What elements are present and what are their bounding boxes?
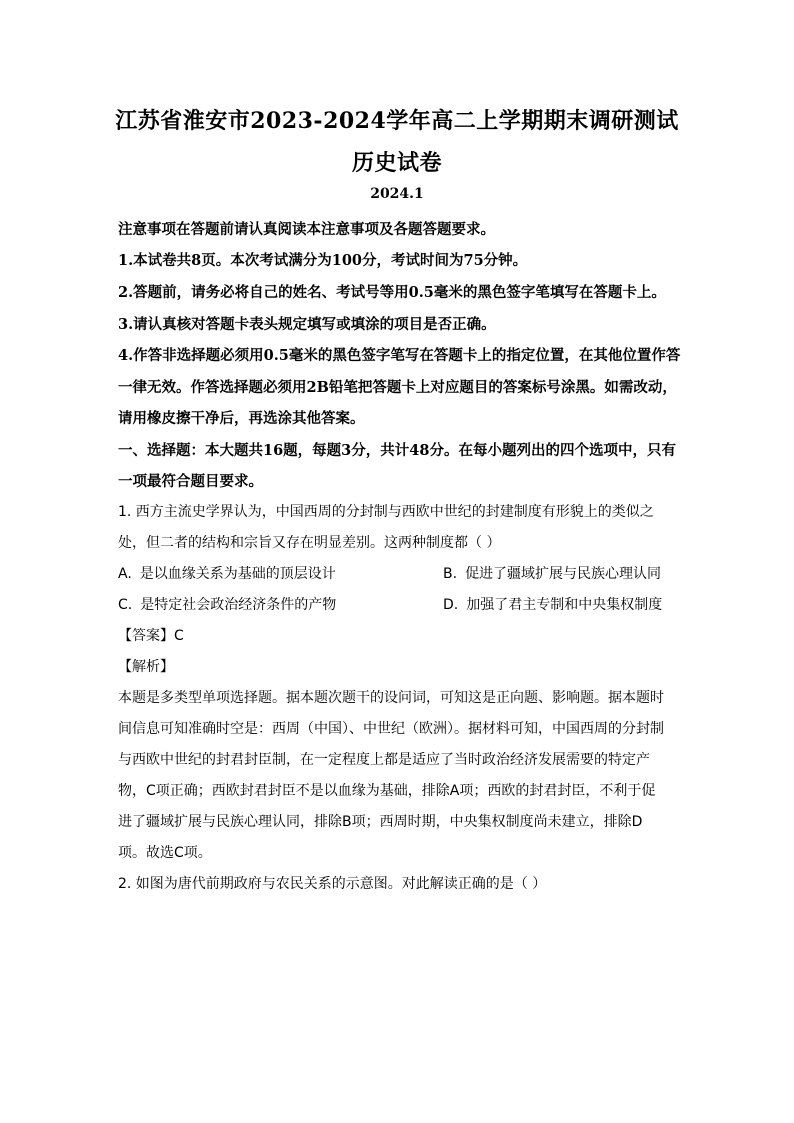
- notice-item-4-line3: 请用橡皮擦干净后，再选涂其他答案。: [118, 410, 365, 427]
- question-1-option-d: [443, 594, 662, 614]
- question-1-option-a: [118, 563, 336, 583]
- exam-date: 2024.1: [370, 186, 424, 202]
- section-heading-line2: 一项最符合题目要求。: [118, 473, 263, 490]
- question-1-analysis-label: 【解析】: [118, 659, 174, 675]
- option-key: B.: [443, 566, 458, 582]
- analysis-line: 与西欧中世纪的封君封臣制，在一定程度上都是适应了当时政治经济发展需要的特定产: [118, 752, 650, 768]
- notice-heading: 注意事项在答题前请认真阅读本注意事项及各题答题要求。: [118, 221, 495, 238]
- notice-item-2: 2.答题前，请务必将自己的姓名、考试号等用0.5毫米的黑色签字笔填写在答题卡上。: [118, 284, 666, 301]
- question-1-answer: 【答案】C: [118, 628, 184, 644]
- option-key: D.: [443, 597, 459, 613]
- notice-item-3: 3.请认真核对答题卡表头规定填写或填涂的项目是否正确。: [118, 316, 496, 333]
- notice-item-1: 1.本试卷共8页。本次考试满分为100分，考试时间为75分钟。: [118, 252, 528, 269]
- option-text: 是特定社会政治经济条件的产物: [140, 597, 337, 613]
- option-text: 加强了君主专制和中央集权制度: [466, 597, 663, 613]
- analysis-line: 间信息可知准确时空是：西周（中国）、中世纪（欧洲）。据材料可知，中国西周的分封制: [118, 721, 664, 737]
- option-key: C.: [118, 597, 133, 613]
- question-1-option-b: [443, 563, 661, 583]
- analysis-line: 本题是多类型单项选择题。据本题次题干的设问词，可知这是正向题、影响题。据本题时: [118, 690, 664, 706]
- notice-item-4-line1: 4.作答非选择题必须用0.5毫米的黑色签字笔写在答题卡上的指定位置，在其他位置作答: [118, 347, 681, 364]
- analysis-line: 进了疆域扩展与民族心理认同，排除B项；西周时期，中央集权制度尚未建立，排除D: [118, 814, 643, 830]
- notice-item-4-line2: 一律无效。作答选择题必须用2B铅笔把答题卡上对应题目的答案标号涂黑。如需改动，: [118, 379, 677, 396]
- analysis-line: 物，C项正确；西欧封君封臣不是以血缘为基础，排除A项；西欧的封君封臣，不利于促: [118, 783, 656, 799]
- option-key: A.: [118, 566, 132, 582]
- analysis-line: 项。故选C项。: [118, 845, 212, 861]
- question-1-option-c: [118, 594, 336, 614]
- section-heading-line1: 一、选择题：本大题共16题，每题3分，共计48分。在每小题列出的四个选项中，只有: [118, 442, 676, 459]
- question-2-stem: 2. 如图为唐代前期政府与农民关系的示意图。对此解读正确的是（ ）: [118, 876, 547, 892]
- question-1-stem-line2: 处，但二者的结构和宗旨又存在明显差别。这两种制度都（ ）: [118, 535, 501, 551]
- exam-subject-title: 历史试卷: [351, 150, 442, 176]
- exam-title: 江苏省淮安市2023-2024学年高二上学期期末调研测试: [115, 108, 679, 134]
- option-text: 促进了疆域扩展与民族心理认同: [465, 566, 662, 582]
- question-1-stem-line1: 1. 西方主流史学界认为，中国西周的分封制与西欧中世纪的封建制度有形貌上的类似之: [118, 504, 654, 520]
- option-text: 是以血缘关系为基础的顶层设计: [139, 566, 336, 582]
